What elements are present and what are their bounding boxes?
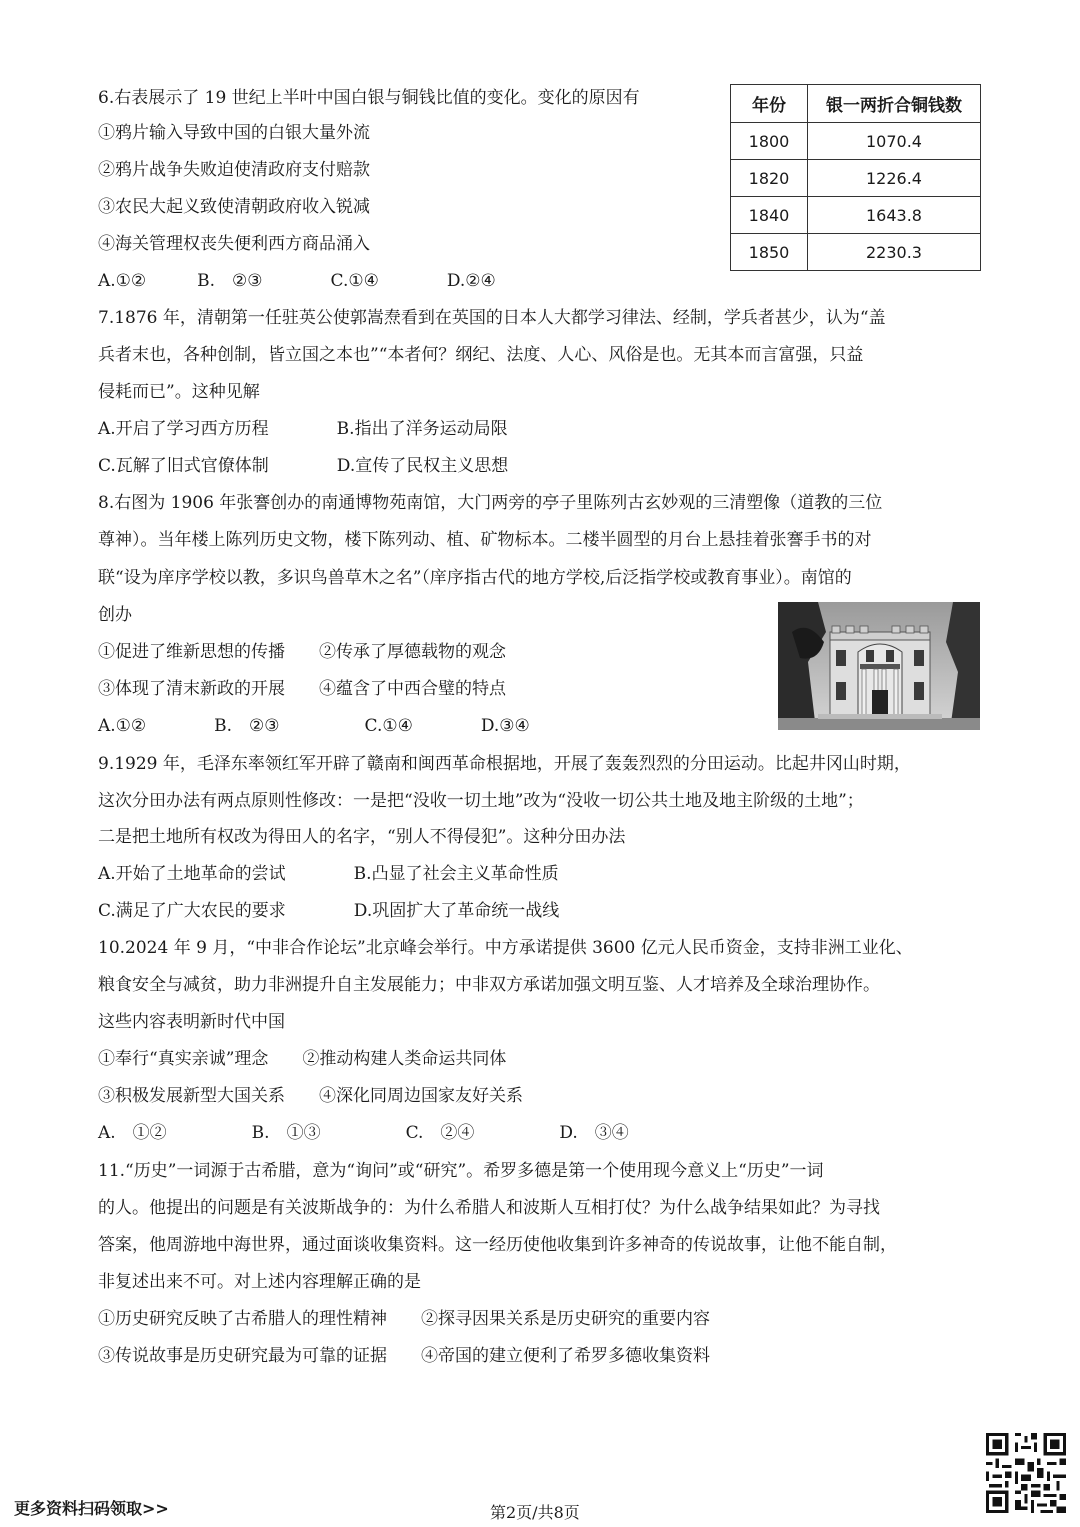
q7-choices-ab: A.开启了学习西方历程 B.指出了洋务运动局限 [98, 419, 508, 439]
table-header-year: 年份 [731, 85, 808, 123]
q8-options-34: ③体现了清末新政的开展 ④蕴含了中西合璧的特点 [98, 679, 506, 699]
table-cell-value: 1226.4 [808, 160, 981, 197]
q8-line-2: 尊神）。当年楼上陈列历史文物，楼下陈列动、植、矿物标本。二楼半圆型的月台上悬挂着张謇手书的对 [98, 530, 872, 550]
table-header-value: 银一两折合铜钱数 [808, 85, 981, 123]
q9-choices-cd: C.满足了广大农民的要求 D.巩固扩大了革命统一战线 [98, 901, 560, 921]
table-cell-value: 2230.3 [808, 234, 981, 271]
q11-line-3: 答案，他周游地中海世界，通过面谈收集资料。这一经历使他收集到许多神奇的传说故事，让他不能自制， [98, 1235, 897, 1255]
q6-option-2: ②鸦片战争失败迫使清政府支付赔款 [98, 160, 370, 180]
table-row [731, 123, 981, 160]
table-header-row [731, 85, 981, 123]
q7-choices-cd: C.瓦解了旧式官僚体制 D.宣传了民权主义思想 [98, 456, 509, 476]
table-row [731, 197, 981, 234]
q9-choices-ab: A.开始了土地革命的尝试 B.凸显了社会主义革命性质 [98, 864, 559, 884]
q10-options-34: ③积极发展新型大国关系 ④深化同周边国家友好关系 [98, 1086, 523, 1106]
q6-stem: 6.右表展示了 19 世纪上半叶中国白银与铜钱比值的变化。变化的原因有 [98, 88, 640, 108]
q6-option-4: ④海关管理权丧失便利西方商品涌入 [98, 234, 370, 254]
q8-options-12: ①促进了维新思想的传播 ②传承了厚德载物的观念 [98, 642, 506, 662]
table-cell-value: 1643.8 [808, 197, 981, 234]
q9-line-1: 9.1929 年，毛泽东率领红军开辟了赣南和闽西革命根据地，开展了轰轰烈烈的分田运动。比起井冈山时期， [98, 754, 911, 774]
q9-line-2: 这次分田办法有两点原则性修改：一是把“没收一切土地”改为“没收一切公共土地及地主阶级的土地”； [98, 791, 864, 811]
table-cell-year: 1800 [731, 123, 808, 160]
table-row [731, 160, 981, 197]
table-cell-year: 1840 [731, 197, 808, 234]
q8-line-3: 联“设为庠序学校以教，多识鸟兽草木之名”（庠序指古代的地方学校,后泛指学校或教育事业）。南馆的 [98, 568, 852, 588]
table-cell-year: 1820 [731, 160, 808, 197]
q7-line-2: 兵者末也，各种创制，皆立国之本也”“本者何？纲纪、法度、人心、风俗是也。无其本而言富强，只益 [98, 345, 864, 365]
q10-choices: A. ①② B. ①③ C. ②④ D. ③④ [98, 1123, 629, 1143]
qr-code-icon[interactable] [986, 1433, 1066, 1513]
q6-option-3: ③农民大起义致使清朝政府收入锐减 [98, 197, 370, 217]
q11-options-34: ③传说故事是历史研究最为可靠的证据 ④帝国的建立便利了希罗多德收集资料 [98, 1346, 710, 1366]
page-number: 第2页/共8页 [490, 1503, 580, 1522]
q10-line-3: 这些内容表明新时代中国 [98, 1012, 285, 1032]
q8-line-4: 创办 [98, 605, 132, 625]
q7-line-1: 7.1876 年，清朝第一任驻英公使郭嵩焘看到在英国的日本人大都学习律法、经制，学兵者甚少，认为“盖 [98, 308, 886, 328]
q8-choices: A.①② B. ②③ C.①④ D.③④ [98, 716, 530, 736]
footer-scan-prompt[interactable]: 更多资料扫码领取>> [14, 1499, 169, 1518]
q6-option-1: ①鸦片输入导致中国的白银大量外流 [98, 123, 370, 143]
table-cell-year: 1850 [731, 234, 808, 271]
q11-line-1: 11.“历史”一词源于古希腊，意为“询问”或“研究”。希罗多德是第一个使用现今意义上“历史”一词 [98, 1161, 824, 1181]
q10-line-1: 10.2024 年 9 月，“中非合作论坛”北京峰会举行。中方承诺提供 3600 亿元人民币资金，支持非洲工业化、 [98, 938, 913, 958]
table-cell-value: 1070.4 [808, 123, 981, 160]
table-row [731, 234, 981, 271]
q11-options-12: ①历史研究反映了古希腊人的理性精神 ②探寻因果关系是历史研究的重要内容 [98, 1309, 710, 1329]
q10-line-2: 粮食安全与减贫，助力非洲提升自主发展能力；中非双方承诺加强文明互鉴、人才培养及全球治理协作。 [98, 975, 880, 995]
silver-copper-table [730, 84, 981, 271]
q6-choices: A.①② B. ②③ C.①④ D.②④ [98, 271, 496, 291]
q9-line-3: 二是把土地所有权改为得田人的名字，“别人不得侵犯”。这种分田办法 [98, 827, 626, 847]
museum-building-photo [778, 602, 980, 730]
q11-line-4: 非复述出来不可。对上述内容理解正确的是 [98, 1272, 421, 1292]
q11-line-2: 的人。他提出的问题是有关波斯战争的：为什么希腊人和波斯人互相打仗？为什么战争结果如此？为寻找 [98, 1198, 880, 1218]
q7-line-3: 侵耗而已”。这种见解 [98, 382, 260, 402]
q10-options-12: ①奉行“真实亲诚”理念 ②推动构建人类命运共同体 [98, 1049, 507, 1069]
q8-line-1: 8.右图为 1906 年张謇创办的南通博物苑南馆，大门两旁的亭子里陈列古玄妙观的三清塑像（道教的三位 [98, 493, 883, 513]
